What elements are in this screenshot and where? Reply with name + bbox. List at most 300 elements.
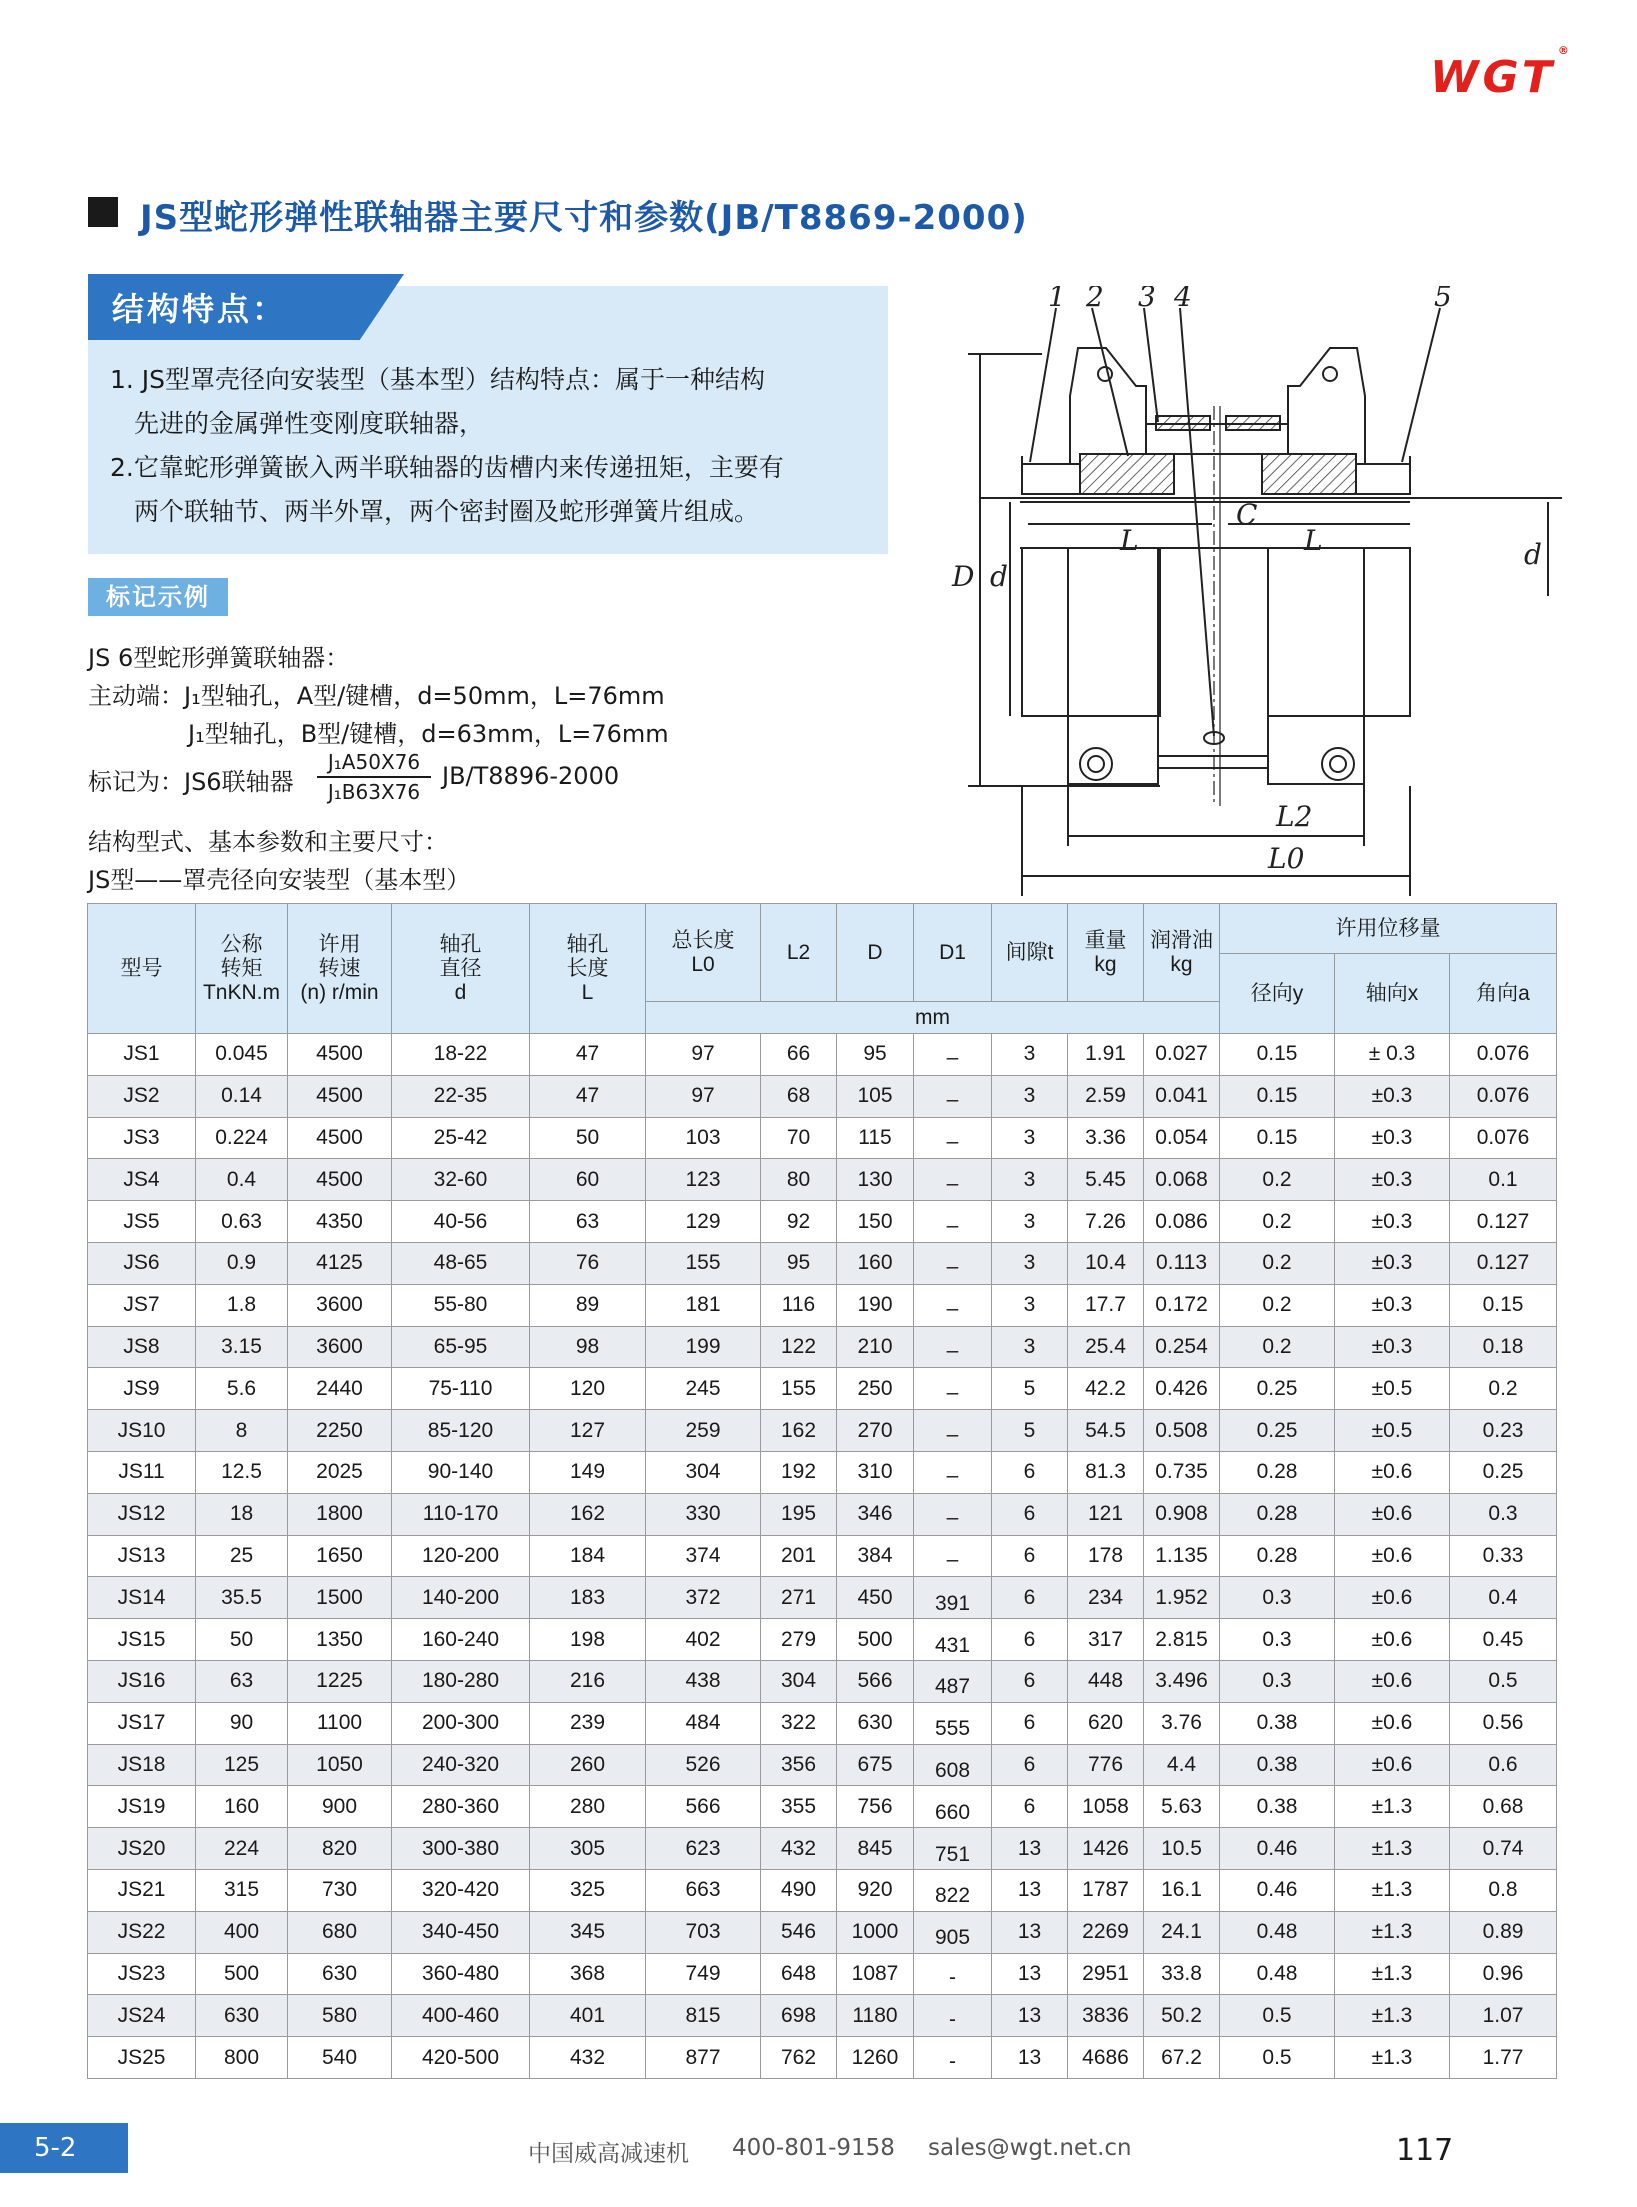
cell-L0: 623 [646, 1828, 761, 1870]
th-axial: 轴向x [1335, 954, 1450, 1034]
cell-model: JS2 [88, 1075, 196, 1117]
cell-D1: – [914, 1159, 992, 1201]
th-oil: 润滑油 kg [1144, 904, 1220, 1002]
cell-L0: 663 [646, 1869, 761, 1911]
cell-gap: 3 [992, 1284, 1068, 1326]
cell-D: 210 [837, 1326, 914, 1368]
cell-D1: 555 [914, 1702, 992, 1744]
cell-bore-d: 65-95 [392, 1326, 530, 1368]
cell-speed: 820 [288, 1828, 392, 1870]
cell-D1: – [914, 1493, 992, 1535]
cell-D1: – [914, 1326, 992, 1368]
cell-radial: 0.38 [1220, 1702, 1335, 1744]
th-weight: 重量 kg [1068, 904, 1144, 1002]
cell-weight: 3836 [1068, 1995, 1144, 2037]
cell-weight: 620 [1068, 1702, 1144, 1744]
cell-D1: 431 [914, 1619, 992, 1661]
cell-torque: 90 [196, 1702, 288, 1744]
label-C: C [1236, 498, 1258, 531]
cell-oil: 16.1 [1144, 1869, 1220, 1911]
th-gap: 间隙t [992, 904, 1068, 1002]
cell-speed: 4500 [288, 1117, 392, 1159]
cell-bore-d: 320-420 [392, 1869, 530, 1911]
cell-radial: 0.38 [1220, 1786, 1335, 1828]
cell-D1: 487 [914, 1660, 992, 1702]
th-D: D [837, 904, 914, 1002]
feature-line-3: 2.它靠蛇形弹簧嵌入两半联轴器的齿槽内来传递扭矩，主要有 [110, 453, 784, 482]
cell-axial: ±0.6 [1335, 1660, 1450, 1702]
cell-bore-L: 260 [530, 1744, 646, 1786]
cell-bore-d: 240-320 [392, 1744, 530, 1786]
cell-L2: 116 [761, 1284, 837, 1326]
cell-gap: 13 [992, 1828, 1068, 1870]
cell-D: 270 [837, 1410, 914, 1452]
cell-D1: – [914, 1368, 992, 1410]
cell-bore-d: 22-35 [392, 1075, 530, 1117]
table-row [88, 1410, 1557, 1452]
table-row [88, 1577, 1557, 1619]
cell-D: 346 [837, 1493, 914, 1535]
cell-bore-L: 127 [530, 1410, 646, 1452]
cell-gap: 6 [992, 1577, 1068, 1619]
cell-L0: 199 [646, 1326, 761, 1368]
cell-gap: 5 [992, 1368, 1068, 1410]
cell-speed: 3600 [288, 1326, 392, 1368]
cell-torque: 0.4 [196, 1159, 288, 1201]
cell-D: 130 [837, 1159, 914, 1201]
table-row [88, 1493, 1557, 1535]
cell-model: JS21 [88, 1869, 196, 1911]
example-line-2: 主动端：J₁型轴孔，A型/键槽，d=50mm，L=76mm [88, 682, 665, 710]
cell-weight: 81.3 [1068, 1451, 1144, 1493]
cell-D: 1180 [837, 1995, 914, 2037]
table-row [88, 1159, 1557, 1201]
cell-bore-L: 47 [530, 1034, 646, 1076]
cell-speed: 1225 [288, 1660, 392, 1702]
cell-bore-L: 184 [530, 1535, 646, 1577]
cell-L0: 330 [646, 1493, 761, 1535]
cell-torque: 18 [196, 1493, 288, 1535]
cell-axial: ±0.6 [1335, 1451, 1450, 1493]
cell-angular: 0.89 [1450, 1911, 1557, 1953]
cell-angular: 0.56 [1450, 1702, 1557, 1744]
cell-bore-d: 280-360 [392, 1786, 530, 1828]
cell-gap: 3 [992, 1034, 1068, 1076]
cell-L0: 566 [646, 1786, 761, 1828]
cell-D: 920 [837, 1869, 914, 1911]
footer-phone: 400-801-9158 [732, 2135, 895, 2161]
callout-2: 2 [1086, 286, 1104, 313]
cell-angular: 0.127 [1450, 1201, 1557, 1243]
cell-L2: 698 [761, 1995, 837, 2037]
cell-D1: 608 [914, 1744, 992, 1786]
cell-bore-d: 360-480 [392, 1953, 530, 1995]
cell-radial: 0.15 [1220, 1034, 1335, 1076]
cell-bore-d: 25-42 [392, 1117, 530, 1159]
cell-model: JS6 [88, 1242, 196, 1284]
cell-axial: ± 0.3 [1335, 1034, 1450, 1076]
cell-axial: ±0.3 [1335, 1201, 1450, 1243]
cell-oil: 3.76 [1144, 1702, 1220, 1744]
cell-bore-d: 85-120 [392, 1410, 530, 1452]
cell-gap: 6 [992, 1786, 1068, 1828]
cell-D: 310 [837, 1451, 914, 1493]
cell-D: 250 [837, 1368, 914, 1410]
th-radial: 径向y [1220, 954, 1335, 1034]
cell-D: 150 [837, 1201, 914, 1243]
cell-oil: 0.172 [1144, 1284, 1220, 1326]
cell-D1: 660 [914, 1786, 992, 1828]
cell-radial: 0.25 [1220, 1410, 1335, 1452]
cell-torque: 8 [196, 1410, 288, 1452]
cell-gap: 6 [992, 1535, 1068, 1577]
cell-axial: ±1.3 [1335, 1869, 1450, 1911]
cell-model: JS8 [88, 1326, 196, 1368]
cell-angular: 0.5 [1450, 1660, 1557, 1702]
cell-radial: 0.28 [1220, 1535, 1335, 1577]
spec-table-body [88, 1034, 1557, 2079]
th-D1: D1 [914, 904, 992, 1002]
cell-speed: 3600 [288, 1284, 392, 1326]
cell-speed: 4500 [288, 1159, 392, 1201]
cell-speed: 1650 [288, 1535, 392, 1577]
cell-D: 450 [837, 1577, 914, 1619]
cell-angular: 0.2 [1450, 1368, 1557, 1410]
table-row [88, 1995, 1557, 2037]
cell-torque: 5.6 [196, 1368, 288, 1410]
cell-weight: 448 [1068, 1660, 1144, 1702]
cell-gap: 6 [992, 1702, 1068, 1744]
cell-speed: 1050 [288, 1744, 392, 1786]
cell-axial: ±0.6 [1335, 1535, 1450, 1577]
cell-D1: – [914, 1242, 992, 1284]
cell-L2: 195 [761, 1493, 837, 1535]
cell-weight: 1058 [1068, 1786, 1144, 1828]
cell-model: JS18 [88, 1744, 196, 1786]
cell-L0: 402 [646, 1619, 761, 1661]
cell-L2: 490 [761, 1869, 837, 1911]
cell-model: JS24 [88, 1995, 196, 2037]
cell-radial: 0.3 [1220, 1660, 1335, 1702]
table-row [88, 1744, 1557, 1786]
cell-D: 845 [837, 1828, 914, 1870]
cell-gap: 13 [992, 1995, 1068, 2037]
mark-fraction [317, 750, 431, 804]
callout-3: 3 [1138, 286, 1156, 313]
th-angular: 角向a [1450, 954, 1557, 1034]
cell-radial: 0.2 [1220, 1284, 1335, 1326]
cell-bore-L: 401 [530, 1995, 646, 2037]
cell-bore-d: 420-500 [392, 2037, 530, 2079]
cell-gap: 13 [992, 1869, 1068, 1911]
cell-radial: 0.48 [1220, 1911, 1335, 1953]
cell-L2: 322 [761, 1702, 837, 1744]
cell-torque: 3.15 [196, 1326, 288, 1368]
cell-angular: 0.18 [1450, 1326, 1557, 1368]
cell-speed: 680 [288, 1911, 392, 1953]
cell-angular: 1.07 [1450, 1995, 1557, 2037]
cell-angular: 0.15 [1450, 1284, 1557, 1326]
cell-bore-L: 183 [530, 1577, 646, 1619]
cell-D: 105 [837, 1075, 914, 1117]
cell-radial: 0.46 [1220, 1869, 1335, 1911]
cell-gap: 6 [992, 1619, 1068, 1661]
cell-weight: 17.7 [1068, 1284, 1144, 1326]
cell-axial: ±0.3 [1335, 1326, 1450, 1368]
cell-axial: ±0.3 [1335, 1117, 1450, 1159]
cell-D: 675 [837, 1744, 914, 1786]
cell-D: 1087 [837, 1953, 914, 1995]
cell-torque: 0.63 [196, 1201, 288, 1243]
cell-L2: 271 [761, 1577, 837, 1619]
cell-speed: 1800 [288, 1493, 392, 1535]
cell-bore-d: 90-140 [392, 1451, 530, 1493]
cell-weight: 2951 [1068, 1953, 1144, 1995]
feature-line-1: 1. JS型罩壳径向安装型（基本型）结构特点：属于一种结构 [110, 365, 766, 394]
table-row [88, 1619, 1557, 1661]
cell-L2: 70 [761, 1117, 837, 1159]
table-row [88, 1535, 1557, 1577]
cell-D1: - [914, 1995, 992, 2037]
cell-speed: 1100 [288, 1702, 392, 1744]
cell-gap: 3 [992, 1159, 1068, 1201]
cell-model: JS13 [88, 1535, 196, 1577]
cell-D1: – [914, 1034, 992, 1076]
features-heading: 结构特点： [112, 290, 288, 328]
table-row [88, 1034, 1557, 1076]
cell-torque: 0.14 [196, 1075, 288, 1117]
cell-oil: 24.1 [1144, 1911, 1220, 1953]
cell-angular: 0.68 [1450, 1786, 1557, 1828]
cell-torque: 630 [196, 1995, 288, 2037]
cell-L0: 304 [646, 1451, 761, 1493]
cell-L2: 279 [761, 1619, 837, 1661]
cell-torque: 0.9 [196, 1242, 288, 1284]
cell-oil: 0.254 [1144, 1326, 1220, 1368]
cell-axial: ±0.6 [1335, 1577, 1450, 1619]
cell-L2: 546 [761, 1911, 837, 1953]
cell-angular: 0.23 [1450, 1410, 1557, 1452]
cell-L0: 374 [646, 1535, 761, 1577]
cell-axial: ±0.5 [1335, 1368, 1450, 1410]
cell-axial: ±0.6 [1335, 1702, 1450, 1744]
cell-speed: 2250 [288, 1410, 392, 1452]
th-speed: 许用 转速 (n) r/min [288, 904, 392, 1034]
cell-bore-L: 89 [530, 1284, 646, 1326]
cell-D: 500 [837, 1619, 914, 1661]
cell-speed: 540 [288, 2037, 392, 2079]
cell-D: 1260 [837, 2037, 914, 2079]
label-d-right: d [1524, 538, 1542, 571]
cell-speed: 1500 [288, 1577, 392, 1619]
cell-model: JS23 [88, 1953, 196, 1995]
cell-bore-d: 200-300 [392, 1702, 530, 1744]
cell-model: JS3 [88, 1117, 196, 1159]
cell-D: 95 [837, 1034, 914, 1076]
spec-table [87, 903, 1557, 2079]
page-number: 117 [1396, 2133, 1454, 2168]
cell-axial: ±0.3 [1335, 1159, 1450, 1201]
cell-axial: ±1.3 [1335, 1786, 1450, 1828]
cell-radial: 0.2 [1220, 1242, 1335, 1284]
th-bore-L: 轴孔 长度 L [530, 904, 646, 1034]
cell-torque: 0.045 [196, 1034, 288, 1076]
table-row [88, 1201, 1557, 1243]
feature-line-4: 两个联轴节、两半外罩，两个密封圈及蛇形弹簧片组成。 [134, 497, 760, 526]
cell-D1: – [914, 1201, 992, 1243]
cell-radial: 0.25 [1220, 1368, 1335, 1410]
cell-radial: 0.5 [1220, 2037, 1335, 2079]
th-model: 型号 [88, 904, 196, 1034]
cell-L0: 749 [646, 1953, 761, 1995]
label-L-left: L [1120, 524, 1139, 557]
cell-L0: 97 [646, 1034, 761, 1076]
cell-oil: 10.5 [1144, 1828, 1220, 1870]
cell-gap: 6 [992, 1660, 1068, 1702]
cell-radial: 0.48 [1220, 1953, 1335, 1995]
table-row [88, 2037, 1557, 2079]
table-row [88, 1368, 1557, 1410]
cell-torque: 400 [196, 1911, 288, 1953]
cell-weight: 3.36 [1068, 1117, 1144, 1159]
cell-bore-d: 40-56 [392, 1201, 530, 1243]
callout-1: 1 [1048, 286, 1066, 313]
cell-bore-L: 149 [530, 1451, 646, 1493]
table-row [88, 1828, 1557, 1870]
cell-angular: 0.127 [1450, 1242, 1557, 1284]
callout-4: 4 [1174, 286, 1192, 313]
cell-D1: 905 [914, 1911, 992, 1953]
cell-L2: 201 [761, 1535, 837, 1577]
cell-weight: 121 [1068, 1493, 1144, 1535]
cell-gap: 6 [992, 1451, 1068, 1493]
section-tag: 5-2 [0, 2123, 128, 2173]
cell-L0: 259 [646, 1410, 761, 1452]
cell-bore-L: 280 [530, 1786, 646, 1828]
cell-speed: 4125 [288, 1242, 392, 1284]
cell-oil: 0.113 [1144, 1242, 1220, 1284]
cell-torque: 800 [196, 2037, 288, 2079]
cell-L2: 155 [761, 1368, 837, 1410]
cell-bore-L: 98 [530, 1326, 646, 1368]
cell-D: 566 [837, 1660, 914, 1702]
cell-L2: 122 [761, 1326, 837, 1368]
cell-weight: 776 [1068, 1744, 1144, 1786]
cell-gap: 3 [992, 1201, 1068, 1243]
cell-torque: 25 [196, 1535, 288, 1577]
table-row [88, 1911, 1557, 1953]
cell-L0: 438 [646, 1660, 761, 1702]
cell-D: 160 [837, 1242, 914, 1284]
cell-bore-L: 50 [530, 1117, 646, 1159]
cell-torque: 35.5 [196, 1577, 288, 1619]
th-unit-mm: mm [646, 1002, 1220, 1034]
title-square-icon [88, 197, 118, 227]
cell-bore-d: 55-80 [392, 1284, 530, 1326]
cell-bore-L: 76 [530, 1242, 646, 1284]
cell-axial: ±0.6 [1335, 1744, 1450, 1786]
cell-bore-L: 162 [530, 1493, 646, 1535]
table-row [88, 1953, 1557, 1995]
cell-torque: 0.224 [196, 1117, 288, 1159]
example-line-5: 结构型式、基本参数和主要尺寸： [88, 828, 448, 856]
footer-email: sales@wgt.net.cn [928, 2135, 1132, 2161]
cell-weight: 5.45 [1068, 1159, 1144, 1201]
cell-torque: 500 [196, 1953, 288, 1995]
cell-torque: 315 [196, 1869, 288, 1911]
cell-bore-d: 160-240 [392, 1619, 530, 1661]
page-title: JS型蛇形弹性联轴器主要尺寸和参数(JB/T8869-2000) [140, 198, 1028, 238]
cell-axial: ±0.3 [1335, 1075, 1450, 1117]
cell-radial: 0.46 [1220, 1828, 1335, 1870]
feature-line-2: 先进的金属弹性变刚度联轴器， [134, 409, 485, 438]
cell-weight: 234 [1068, 1577, 1144, 1619]
cell-weight: 1426 [1068, 1828, 1144, 1870]
cell-bore-d: 140-200 [392, 1577, 530, 1619]
cell-axial: ±0.5 [1335, 1410, 1450, 1452]
cell-model: JS7 [88, 1284, 196, 1326]
cell-L2: 95 [761, 1242, 837, 1284]
cell-bore-d: 300-380 [392, 1828, 530, 1870]
registered-mark: ® [1557, 44, 1573, 58]
cell-D: 384 [837, 1535, 914, 1577]
cell-model: JS9 [88, 1368, 196, 1410]
cell-gap: 3 [992, 1117, 1068, 1159]
cell-model: JS17 [88, 1702, 196, 1744]
cell-D1: – [914, 1117, 992, 1159]
table-row [88, 1117, 1557, 1159]
example-line-3: J₁型轴孔，B型/键槽，d=63mm，L=76mm [188, 720, 669, 748]
cell-speed: 630 [288, 1953, 392, 1995]
cell-D1: – [914, 1451, 992, 1493]
cell-model: JS11 [88, 1451, 196, 1493]
cell-speed: 4350 [288, 1201, 392, 1243]
table-row [88, 1242, 1557, 1284]
cell-axial: ±1.3 [1335, 1911, 1450, 1953]
cell-L0: 245 [646, 1368, 761, 1410]
table-row [88, 1075, 1557, 1117]
cell-oil: 33.8 [1144, 1953, 1220, 1995]
example-tag: 标记示例 [88, 578, 228, 616]
cell-bore-d: 340-450 [392, 1911, 530, 1953]
cell-L2: 355 [761, 1786, 837, 1828]
cell-torque: 125 [196, 1744, 288, 1786]
cell-oil: 0.027 [1144, 1034, 1220, 1076]
label-D: D [952, 560, 975, 593]
cell-gap: 3 [992, 1075, 1068, 1117]
cell-D: 756 [837, 1786, 914, 1828]
cell-bore-L: 60 [530, 1159, 646, 1201]
cell-D1: – [914, 1410, 992, 1452]
label-d-left: d [990, 560, 1008, 593]
cell-L0: 877 [646, 2037, 761, 2079]
cell-weight: 4686 [1068, 2037, 1144, 2079]
cell-radial: 0.3 [1220, 1577, 1335, 1619]
cell-oil: 0.735 [1144, 1451, 1220, 1493]
cell-model: JS5 [88, 1201, 196, 1243]
cell-bore-d: 75-110 [392, 1368, 530, 1410]
cell-D: 630 [837, 1702, 914, 1744]
cell-L0: 526 [646, 1744, 761, 1786]
cell-radial: 0.3 [1220, 1619, 1335, 1661]
cell-D1: 822 [914, 1869, 992, 1911]
cell-D1: 751 [914, 1828, 992, 1870]
mark-fraction-bottom: J₁B63X76 [327, 780, 421, 804]
cell-radial: 0.5 [1220, 1995, 1335, 2037]
cell-gap: 13 [992, 1911, 1068, 1953]
cell-oil: 50.2 [1144, 1995, 1220, 2037]
cell-bore-L: 216 [530, 1660, 646, 1702]
